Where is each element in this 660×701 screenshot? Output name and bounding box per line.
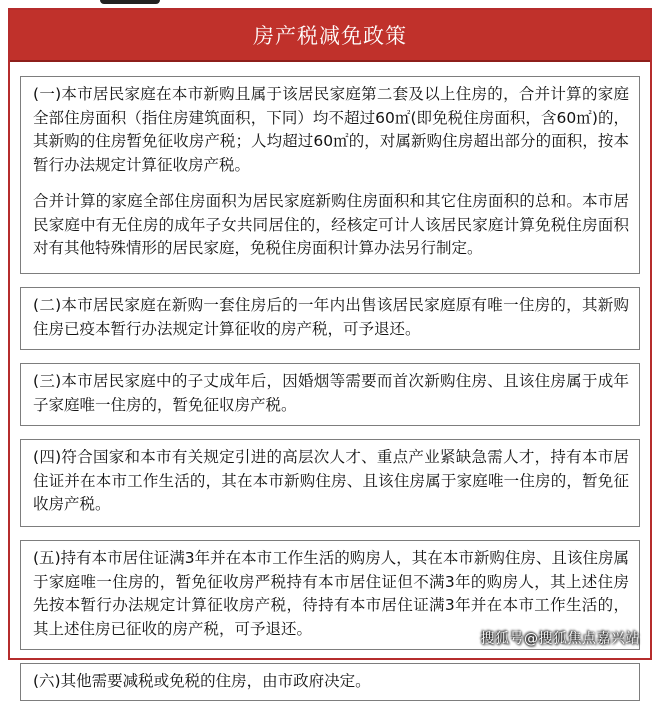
top-decoration	[100, 0, 160, 4]
policy-section-1	[20, 76, 640, 274]
policy-body	[10, 62, 650, 701]
section-2-paragraph: (二)本市居民家庭在新购一套住房后的一年内出售该居民家庭原有唯一住房的，其新购住房已疫本暂行办法规定计算征收的房产税，可予退还。	[33, 296, 629, 338]
policy-card	[8, 8, 652, 690]
policy-section-4	[20, 439, 640, 527]
section-4-paragraph: (四)符合国家和本市有关规定引进的高层次人才、重点产业紧缺急需人才，持有本市居住证并在本市工作生活的，其在本市新购住房、且该住房属于家庭唯一住房的，暂免征收房产税。	[33, 448, 629, 513]
policy-section-6	[20, 663, 640, 701]
section-6-paragraph: (六)其他需要减税或免税的住房，由市政府决定。	[33, 672, 371, 690]
section-5-paragraph: (五)持有本市居住证满3年并在本市工作生活的购房人，其在本市新购住房、且该住房属于家庭唯一住房的，暂免征收房严税持有本市居住证但不满3年的购房人，其上述住房先按本暂行办法规定计算征收房产税，待持有本市居住证满3年并在本市工作生活的，其上述住房已征收的房产税，可予退还。	[33, 549, 629, 638]
section-1-paragraph-1: (一)本市居民家庭在本市新购且属于该居民家庭第二套及以上住房的，合并计算的家庭全部住房面积（指住房建筑面积，下同）均不超过60㎡(即免税住房面积，含60㎡)的，其新购的住房暂免征收房产税；人均超过60㎡的，对属新购住房超出部分的面积，按本暂行办法规定计算征收房产税。	[33, 85, 629, 174]
page-title: 房产税减免政策	[253, 24, 407, 48]
source-watermark: 搜狐号@搜狐焦点嘉兴站	[480, 631, 640, 647]
section-3-paragraph: (三)本市居民家庭中的子丈成年后，因婚烟等需要而首次新购住房、且该住房属于成年子家庭唯一住房的，暂免征収房产税。	[33, 372, 629, 414]
policy-section-2	[20, 287, 640, 350]
title-banner	[10, 10, 650, 62]
section-1-paragraph-2: 合并计算的家庭全部住房面积为居民家庭新购住房面积和其它住房面积的总和。本市居民家庭中有无住房的成年子女共同居住的，经核定可计人该居民家庭计算免税住房面积对有其他特殊情形的居民家庭，免税住房面积计算办法另行制定。	[33, 192, 629, 257]
policy-section-3	[20, 363, 640, 426]
